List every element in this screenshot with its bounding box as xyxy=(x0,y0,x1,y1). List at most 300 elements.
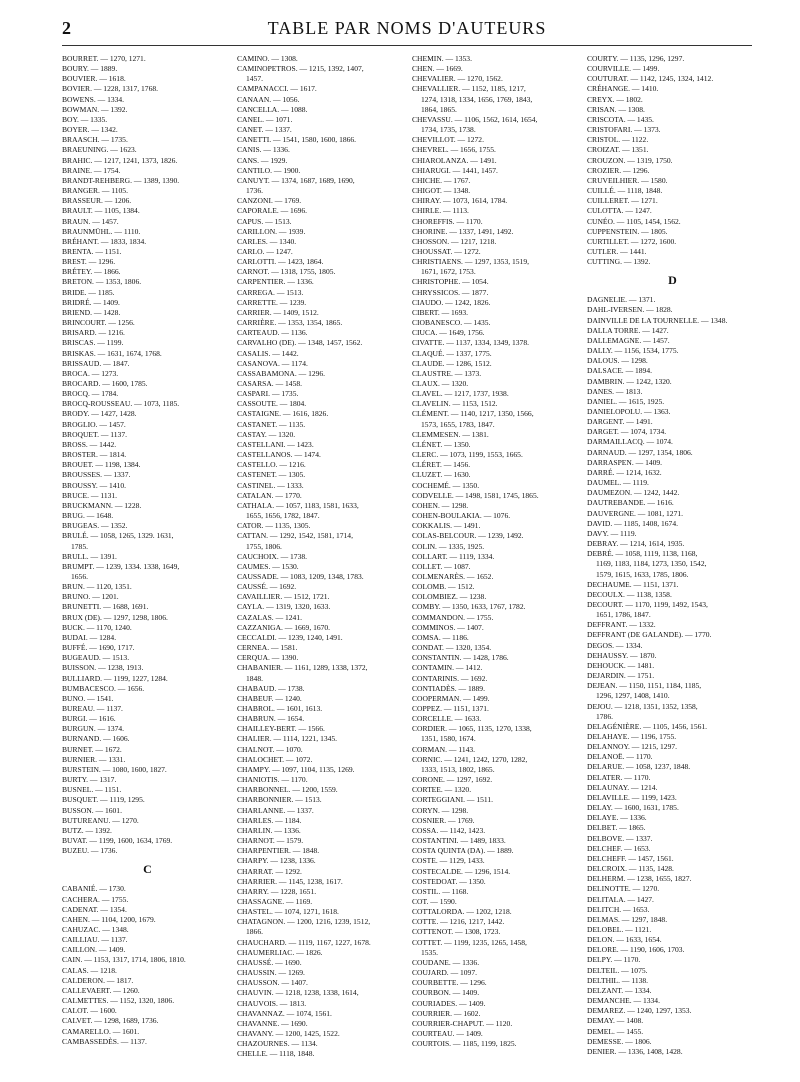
index-entry: BRUMPT. — 1239, 1334. 1338, 1649, xyxy=(62,561,180,571)
index-entry: BUSQUET. — 1119, 1295. xyxy=(62,795,145,805)
header-rule xyxy=(62,45,752,46)
index-entry: BUTUREANU. — 1270. xyxy=(62,815,139,825)
index-entry: CLAQUÉ. — 1337, 1775. xyxy=(412,348,492,358)
index-entry: CASTENET. — 1305. xyxy=(237,470,306,480)
index-entry: DEBRÉ. — 1058, 1119, 1138, 1168, xyxy=(587,549,698,559)
index-entry: CHABEUF. — 1240. xyxy=(237,693,302,703)
index-entry: DELCROIX. — 1135, 1428. xyxy=(587,864,674,874)
index-entry: CASTINEL. — 1333. xyxy=(237,480,304,490)
index-entry: COLOMBIEZ. — 1238. xyxy=(412,592,487,602)
index-entry: CONTAMIN. — 1412. xyxy=(412,663,483,673)
index-entry: CANZONI. — 1769. xyxy=(237,196,302,206)
index-entry: CROZIER. — 1296. xyxy=(587,165,650,175)
index-entry: CANET. — 1337. xyxy=(237,125,292,135)
index-entry: CAMPANACCI. — 1617. xyxy=(237,84,317,94)
index-entry: COURIADES. — 1409. xyxy=(412,998,486,1008)
index-entry: CORONE. — 1297, 1692. xyxy=(412,775,493,785)
index-entry: CARNOT. — 1318, 1755, 1805. xyxy=(237,267,336,277)
index-entry: CHEVALLIER. — 1152, 1185, 1217, xyxy=(412,84,526,94)
index-entry: COURBON. — 1409. xyxy=(412,988,480,998)
index-entry: DEMESSE. — 1806. xyxy=(587,1036,652,1046)
index-entry: BRANDT-REHBERG. — 1389, 1390. xyxy=(62,175,180,185)
index-entry: CHIRAY. — 1073, 1614, 1784. xyxy=(412,196,508,206)
index-entry: CHAUSSIN. — 1269. xyxy=(237,968,305,978)
index-entry: CERQUA. — 1390. xyxy=(237,653,299,663)
index-entry: CHASSAGNE. — 1169. xyxy=(237,896,313,906)
index-entry: DECHAUME. — 1151, 1371. xyxy=(587,579,679,589)
index-entry: CUILLÉ. — 1118, 1848. xyxy=(587,186,663,196)
index-entry: COMMANDON. — 1755. xyxy=(412,612,494,622)
index-entry: CORYN. — 1298. xyxy=(412,805,469,815)
index-entry: CORDIER. — 1065, 1135, 1270, 1338, xyxy=(412,724,532,734)
index-entry: COSTEDOAT. — 1350. xyxy=(412,876,486,886)
index-entry: CANAAN. — 1056. xyxy=(237,94,300,104)
index-entry: CHAUMERLIAC. — 1826. xyxy=(237,947,323,957)
index-entry: CHRISTOPHE. — 1054. xyxy=(412,277,489,287)
index-entry: BROUSSES. — 1337. xyxy=(62,470,131,480)
index-entry: DELHERM. — 1238, 1655, 1827. xyxy=(587,874,692,884)
index-entry: BROQUET. — 1137. xyxy=(62,429,127,439)
index-entry: CARPENTIER. — 1336. xyxy=(237,277,314,287)
index-entry: BRUNO. — 1201. xyxy=(62,592,119,602)
index-entry: CHABAUD. — 1738. xyxy=(237,683,305,693)
index-entry: DELCHEF. — 1653. xyxy=(587,843,651,853)
index-entry: BRAHIC. — 1217, 1241, 1373, 1826. xyxy=(62,155,178,165)
index-entry: CHOUSSAT. — 1272. xyxy=(412,246,481,256)
index-entry: BRISCAS. — 1199. xyxy=(62,338,124,348)
index-entry: BUDAI. — 1284. xyxy=(62,632,117,642)
index-entry: CANUYT. — 1374, 1687, 1689, 1690, xyxy=(237,175,355,185)
index-entry: CONTIADÈS. — 1889. xyxy=(412,683,485,693)
index-entry: CAMINOPETROS. — 1215, 1392, 1407, xyxy=(237,64,364,74)
index-entry: CAUSSADE. — 1083, 1209, 1348, 1783. xyxy=(237,571,364,581)
index-entry: BURNET. — 1672. xyxy=(62,744,122,754)
index-entry: DELAVILLE. — 1199, 1423. xyxy=(587,792,677,802)
index-entry: BRUX (DE). — 1297, 1298, 1806. xyxy=(62,612,168,622)
page-header xyxy=(62,16,752,46)
index-entry: CADENAT. — 1354. xyxy=(62,904,127,914)
index-entry: CHEVILLOT. — 1272. xyxy=(412,135,484,145)
page-title: TABLE PAR NOMS D'AUTEURS xyxy=(267,18,547,38)
index-entry: DECOULX. — 1138, 1358. xyxy=(587,589,672,599)
index-entry: CATALAN. — 1770. xyxy=(237,490,302,500)
index-entry: BRAUN. — 1457. xyxy=(62,216,119,226)
index-entry: CARILLON. — 1939. xyxy=(237,226,306,236)
index-entry: CHARBONNEL. — 1200, 1559. xyxy=(237,785,338,795)
index-entry: BRUG. — 1648. xyxy=(62,511,114,521)
index-entry: DELTHIL. — 1138. xyxy=(587,975,649,985)
index-entry: DARRÉ. — 1214, 1632. xyxy=(587,467,662,477)
index-entry-continuation: 1866. xyxy=(246,927,263,937)
index-entry: CHAILLEY-BERT. — 1566. xyxy=(237,724,325,734)
index-entry: CAMBASSEDÈS. — 1137. xyxy=(62,1036,147,1046)
index-columns xyxy=(62,54,762,1074)
index-entry: BRISSAUD. — 1847. xyxy=(62,358,130,368)
index-column xyxy=(587,54,762,1074)
index-entry: COUDANE. — 1336. xyxy=(412,957,480,967)
index-entry: CAUMES. — 1530. xyxy=(237,561,299,571)
index-entry: CASPARI. — 1735. xyxy=(237,389,299,399)
index-entry: CHARLES. — 1184. xyxy=(237,815,302,825)
index-entry: DELON. — 1633, 1654. xyxy=(587,935,662,945)
index-entry: BRASSEUR. — 1206. xyxy=(62,196,132,206)
index-entry: DARMAILLACQ. — 1074. xyxy=(587,437,673,447)
index-entry: DELMAS. — 1297, 1848. xyxy=(587,914,668,924)
index-entry: BOURY. — 1889. xyxy=(62,64,118,74)
index-column xyxy=(62,54,237,1074)
index-entry: DARNAUD. — 1297, 1354, 1806. xyxy=(587,447,693,457)
index-entry: CASSOUTE. — 1804. xyxy=(237,399,307,409)
index-entry: COHEN-BOULAKIA. — 1076. xyxy=(412,511,511,521)
index-entry: BRANGER. — 1105. xyxy=(62,186,128,196)
index-entry: CARLOTTI. — 1423, 1864. xyxy=(237,257,324,267)
index-entry: CHARLIN. — 1336. xyxy=(237,825,301,835)
index-entry-continuation: 1274, 1318, 1334, 1656, 1769, 1843, xyxy=(421,94,533,104)
index-entry: BROSTER. — 1814. xyxy=(62,450,127,460)
index-entry: COT. — 1590. xyxy=(412,896,457,906)
index-entry: BUREAU. — 1137. xyxy=(62,704,123,713)
index-entry: DEJARDIN. — 1751. xyxy=(587,671,655,681)
index-entry: COLLET. — 1087. xyxy=(412,561,471,571)
index-entry: BRISARD. — 1216. xyxy=(62,328,125,338)
index-entry: CLEMMESEN. — 1381. xyxy=(412,429,489,439)
index-entry: BROGLIO. — 1457. xyxy=(62,419,126,429)
index-entry: BOURRET. — 1270, 1271. xyxy=(62,54,146,63)
index-entry: CRISTOFARI. — 1373. xyxy=(587,125,661,135)
index-entry: CHAVANY. — 1200, 1425, 1522. xyxy=(237,1029,340,1038)
index-entry: CHARRIER. — 1145, 1238, 1617. xyxy=(237,876,343,886)
index-entry: BUSSON. — 1601. xyxy=(62,805,122,815)
index-entry: BURNAND. — 1606. xyxy=(62,734,130,744)
index-entry: CALAS. — 1218. xyxy=(62,965,117,975)
index-entry-continuation: 1535. xyxy=(421,947,438,957)
index-entry: CASTELLO. — 1216. xyxy=(237,460,306,470)
index-entry: BRUGEAS. — 1352. xyxy=(62,521,128,531)
section-letter: C xyxy=(143,862,152,877)
index-entry: COMSA. — 1186. xyxy=(412,632,469,642)
index-entry: CORMAN. — 1143. xyxy=(412,744,476,754)
index-entry: DEMANCHE. — 1334. xyxy=(587,996,660,1006)
index-entry: DEFFRANT. — 1332. xyxy=(587,620,656,630)
index-entry: COURTEAU. — 1409. xyxy=(412,1029,483,1038)
index-entry-continuation: 1333, 1513, 1802, 1865. xyxy=(421,764,495,774)
index-entry: CHOREFFIS. — 1170. xyxy=(412,216,483,226)
index-entry: CATHALA. — 1057, 1183, 1581, 1633, xyxy=(237,500,359,510)
index-entry: CASTELLANOS. — 1474. xyxy=(237,450,321,460)
index-entry: DAUTREBANDE. — 1616. xyxy=(587,498,674,508)
index-entry: BRUNETTI. — 1688, 1691. xyxy=(62,602,149,612)
index-entry: CHABROL. — 1601, 1613. xyxy=(237,704,323,713)
index-entry: DALSACE. — 1894. xyxy=(587,366,652,376)
index-entry: CHAUCHARD. — 1119, 1167, 1227, 1678. xyxy=(237,937,371,947)
index-entry: COUTURAT. — 1142, 1245, 1324, 1412. xyxy=(587,74,714,84)
index-entry-continuation: 1651, 1786, 1847. xyxy=(596,610,651,620)
index-entry-continuation: 1351, 1580, 1674. xyxy=(421,734,476,744)
index-entry-continuation: 1169, 1183, 1184, 1273, 1350, 1542, xyxy=(596,559,707,569)
index-entry: CALDERON. — 1817. xyxy=(62,975,134,985)
index-entry: BUZEU. — 1736. xyxy=(62,846,118,856)
index-entry: CANS. — 1929. xyxy=(237,155,288,165)
index-entry-continuation: 1734, 1735, 1738. xyxy=(421,125,476,135)
index-entry: BRAINE. — 1754. xyxy=(62,165,121,175)
index-entry: CAUCHOIX. — 1738. xyxy=(237,551,308,561)
index-entry: CHICHE. — 1767. xyxy=(412,175,471,185)
index-entry: DEJEAN. — 1150, 1151, 1184, 1185, xyxy=(587,681,702,691)
index-entry: DELATER. — 1170. xyxy=(587,772,651,782)
index-entry: DEBRAY. — 1214, 1614, 1935. xyxy=(587,539,685,549)
index-entry: BROCQ-ROUSSEAU. — 1073, 1185. xyxy=(62,399,180,409)
index-entry: CHARPENTIER. — 1848. xyxy=(237,846,320,856)
index-entry: COLIN. — 1335, 1925. xyxy=(412,541,485,551)
index-entry: CAMARELLO. — 1601. xyxy=(62,1026,140,1036)
index-entry: DELAYE. — 1336. xyxy=(587,813,647,823)
index-entry: CHABRUN. — 1654. xyxy=(237,714,305,724)
index-entry: CALVET. — 1298, 1689, 1736. xyxy=(62,1016,159,1026)
index-entry-continuation: 1755, 1806. xyxy=(246,541,282,551)
index-entry: BOWMAN. — 1392. xyxy=(62,104,128,114)
index-entry: DELCHEFF. — 1457, 1561. xyxy=(587,853,674,863)
index-entry: DELANOË. — 1170. xyxy=(587,752,653,762)
index-entry: CHELLE. — 1118, 1848. xyxy=(237,1049,315,1059)
index-entry: CASTELLANI. — 1423. xyxy=(237,439,314,449)
index-entry: COTTENOT. — 1308, 1723. xyxy=(412,927,501,937)
index-entry: DALLY. — 1156, 1534, 1775. xyxy=(587,346,679,356)
index-entry: COTTALORDA. — 1202, 1218. xyxy=(412,907,512,917)
index-entry: DEMAY. — 1408. xyxy=(587,1016,644,1026)
index-entry: CABANIÉ. — 1730. xyxy=(62,884,126,894)
index-entry: CORCELLE. — 1633. xyxy=(412,714,482,724)
index-entry: CHORINE. — 1337, 1491, 1492. xyxy=(412,226,514,236)
index-entry: CRUVEILHIER. — 1580. xyxy=(587,175,668,185)
index-entry: CONDAT. — 1320, 1354. xyxy=(412,643,492,653)
index-entry: DECOURT. — 1170, 1199, 1492, 1543, xyxy=(587,599,708,609)
index-entry: CRISAN. — 1308. xyxy=(587,104,645,114)
index-entry: CAPORALE. — 1696. xyxy=(237,206,308,216)
index-entry: BURTY. — 1317. xyxy=(62,775,117,785)
index-entry: CAZZANIGA. — 1669, 1670. xyxy=(237,622,331,632)
index-entry: COMBY. — 1350, 1633, 1767, 1782. xyxy=(412,602,526,612)
index-entry: BUMBACESCO. — 1656. xyxy=(62,683,145,693)
index-entry: COOPERMAN. — 1499. xyxy=(412,693,490,703)
index-entry: DELTEIL. — 1075. xyxy=(587,965,648,975)
index-entry: DAUVERGNE. — 1081, 1271. xyxy=(587,508,684,518)
index-entry: DARRASPEN. — 1409. xyxy=(587,457,663,467)
index-entry-continuation: 1848. xyxy=(246,673,263,683)
index-entry: CARREGA. — 1513. xyxy=(237,287,304,297)
index-entry: CHIARUGI. — 1441, 1457. xyxy=(412,165,498,175)
index-entry: CARRIER. — 1409, 1512. xyxy=(237,307,319,317)
index-entry: CROIZAT. — 1351. xyxy=(587,145,649,155)
index-entry: DELORE. — 1190, 1606, 1703. xyxy=(587,945,685,955)
index-entry: CLUZET. — 1630. xyxy=(412,470,471,480)
index-entry: COSTA QUINTA (DA). — 1889. xyxy=(412,846,514,856)
index-entry: CIAUDO. — 1242, 1826. xyxy=(412,297,491,307)
index-entry: CANEL. — 1071. xyxy=(237,114,293,124)
index-entry: CASTAIGNE. — 1616, 1826. xyxy=(237,409,329,419)
index-entry: COHEN. — 1298. xyxy=(412,500,469,510)
index-entry: CAZALAS. — 1241. xyxy=(237,612,302,622)
page-number: 2 xyxy=(62,18,71,38)
index-entry: COSTANTINI. — 1489, 1833. xyxy=(412,836,506,846)
index-entry: CORTEE. — 1320. xyxy=(412,785,472,795)
index-entry: DEMAREZ. — 1240, 1297, 1353. xyxy=(587,1006,692,1016)
index-entry: CASSABAMONA. — 1296. xyxy=(237,368,326,378)
index-entry: CREYX. — 1802. xyxy=(587,94,643,104)
index-entry: CHEVALIER. — 1270, 1562. xyxy=(412,74,503,84)
index-entry: CALMETTES. — 1152, 1320, 1806. xyxy=(62,996,175,1006)
index-entry: CAHEN. — 1104, 1200, 1679. xyxy=(62,914,156,924)
index-entry: BRAULT. — 1105, 1384. xyxy=(62,206,140,216)
index-entry: DALOUS. — 1298. xyxy=(587,356,648,366)
index-entry: CHAMPY. — 1097, 1104, 1135, 1269. xyxy=(237,764,355,774)
index-entry: CLÉNET. — 1350. xyxy=(412,439,471,449)
index-entry: BRAEUNING. — 1623. xyxy=(62,145,137,155)
index-entry: BROUET. — 1198, 1384. xyxy=(62,460,141,470)
index-entry: CLAUX. — 1320. xyxy=(412,379,469,388)
index-entry: COTTE. — 1216, 1217, 1442. xyxy=(412,917,505,927)
index-entry: CUTLER. — 1441. xyxy=(587,246,647,256)
index-entry: CANCELLA. — 1088. xyxy=(237,104,308,114)
index-entry: DARGENT. — 1491. xyxy=(587,417,653,427)
index-entry: BURGUN. — 1374. xyxy=(62,724,125,734)
index-entry: BOUVIER. — 1618. xyxy=(62,74,126,84)
index-entry: CAYLA. — 1319, 1320, 1633. xyxy=(237,602,331,612)
index-entry: DELBOVE. — 1337. xyxy=(587,833,653,843)
index-entry: BUFFÉ. — 1690, 1717. xyxy=(62,643,135,653)
index-entry: BROCQ. — 1784. xyxy=(62,389,119,399)
index-entry: CHARRY. — 1228, 1651. xyxy=(237,886,317,896)
index-entry: BURSTEIN. — 1080, 1600, 1827. xyxy=(62,764,167,774)
index-entry: BUNO. — 1541. xyxy=(62,693,114,703)
index-entry: COPPEZ. — 1151, 1371. xyxy=(412,704,489,713)
index-entry: DELAGÉNIÈRE. — 1105, 1456, 1561. xyxy=(587,721,708,731)
index-entry: CARRIÈRE. — 1353, 1354, 1865. xyxy=(237,318,343,328)
index-entry: CONSTANTIN. — 1428, 1786. xyxy=(412,653,509,663)
index-entry: COLAS-BELCOUR. — 1239, 1492. xyxy=(412,531,524,541)
index-entry: CONTARINIS. — 1692. xyxy=(412,673,488,683)
index-entry: CLAUSTRE. — 1373. xyxy=(412,368,482,378)
index-entry: CHARBONNIER. — 1513. xyxy=(237,795,322,805)
index-entry: CUPPENSTEIN. — 1805. xyxy=(587,226,668,236)
index-entry: CHAUSSÉ. — 1690. xyxy=(237,957,302,967)
index-entry-continuation: 1655, 1656, 1782, 1847. xyxy=(246,511,320,521)
index-entry: BRULL. — 1391. xyxy=(62,551,117,561)
index-entry: CASTANET. — 1135. xyxy=(237,419,306,429)
index-entry: COSTECALDE. — 1296, 1514. xyxy=(412,866,511,876)
index-entry: DAGNELIE. — 1371. xyxy=(587,295,656,305)
index-entry: COMMINOS. — 1407. xyxy=(412,622,484,632)
index-entry: DELAHAYE. — 1196, 1755. xyxy=(587,732,677,741)
index-entry-continuation: 1656. xyxy=(71,571,88,581)
index-entry: DEJOU. — 1218, 1351, 1352, 1358, xyxy=(587,701,698,711)
index-entry: BUISSON. — 1238, 1913. xyxy=(62,663,144,673)
index-entry: CLÉRET. — 1456. xyxy=(412,460,471,470)
index-entry: BUSNEL. — 1151. xyxy=(62,785,122,795)
index-entry: CACHERA. — 1755. xyxy=(62,894,129,904)
index-entry: COSTE. — 1129, 1433. xyxy=(412,856,485,866)
index-entry: COURVILLE. — 1499. xyxy=(587,64,660,74)
index-entry: COSNIER. — 1769. xyxy=(412,815,475,825)
index-entry: BUGEAUD. — 1513. xyxy=(62,653,130,663)
index-entry: CARRETTE. — 1239. xyxy=(237,297,307,307)
index-entry: BRODY. — 1427, 1428. xyxy=(62,409,137,419)
index-entry: CIUCA. — 1649, 1756. xyxy=(412,328,485,338)
index-entry: CURTILLET. — 1272, 1600. xyxy=(587,236,677,246)
index-entry: CLAVELIN. — 1153, 1512. xyxy=(412,399,498,409)
index-entry: CHALNOT. — 1070. xyxy=(237,744,303,754)
index-entry: COSSA. — 1142, 1423. xyxy=(412,825,486,835)
index-entry: COLLART. — 1119, 1334. xyxy=(412,551,495,561)
index-entry: CANTILO. — 1900. xyxy=(237,165,301,175)
index-entry: CHIGOT. — 1348. xyxy=(412,186,471,196)
index-entry-continuation: 1736. xyxy=(246,186,263,196)
index-entry: COLMENARÈS. — 1652. xyxy=(412,571,494,581)
index-entry: CHALOCHET. — 1072. xyxy=(237,754,313,764)
index-entry-continuation: 1786. xyxy=(596,711,613,721)
index-entry: DELZANT. — 1334. xyxy=(587,985,652,995)
index-entry: CLÉMENT. — 1140, 1217, 1350, 1566, xyxy=(412,409,534,419)
index-column xyxy=(412,54,587,1074)
index-entry: COURTY. — 1135, 1296, 1297. xyxy=(587,54,685,63)
index-entry: CHOSSON. — 1217, 1218. xyxy=(412,236,497,246)
index-entry-continuation: 1296, 1297, 1408, 1410. xyxy=(596,691,670,701)
index-entry: CAPUS. — 1513. xyxy=(237,216,292,226)
index-entry: BRETON. — 1353, 1806. xyxy=(62,277,142,287)
index-entry: CALOT. — 1600. xyxy=(62,1006,117,1016)
index-entry: BURNIER. — 1331. xyxy=(62,754,126,764)
index-entry: DALLEMAGNE. — 1457. xyxy=(587,335,670,345)
index-entry: CRISTOL. — 1122. xyxy=(587,135,649,145)
index-entry: CHAUVOIS. — 1813. xyxy=(237,998,307,1008)
index-entry: CAHUZAC. — 1348. xyxy=(62,924,129,934)
index-entry: CAUSSÉ. — 1692. xyxy=(237,582,297,592)
index-entry: DAMBRIN. — 1242, 1320. xyxy=(587,376,672,386)
index-entry: BREST. — 1296. xyxy=(62,257,116,267)
index-entry: DELBET. — 1865. xyxy=(587,823,646,833)
index-entry: BUTZ. — 1392. xyxy=(62,825,112,835)
index-entry: DAUMEL. — 1119. xyxy=(587,478,649,488)
index-entry: CULOTTA. — 1247. xyxy=(587,206,652,216)
index-entry: CASTAY. — 1320. xyxy=(237,429,296,439)
index-entry: CHEMIN. — 1353. xyxy=(412,54,472,63)
index-entry: CAVAILLIER. — 1512, 1721. xyxy=(237,592,330,602)
index-entry: CIOBANESCO. — 1435. xyxy=(412,318,491,328)
index-entry: BURGI. — 1616. xyxy=(62,714,116,724)
index-entry: DEGOS. — 1334. xyxy=(587,640,643,650)
index-entry: DELITCH. — 1653. xyxy=(587,904,650,914)
index-entry: CUNÉO. — 1105, 1454, 1562. xyxy=(587,216,681,226)
index-entry: BRÉHANT. — 1833, 1834. xyxy=(62,236,147,246)
index-entry: CHALIER. — 1114, 1221, 1345. xyxy=(237,734,338,744)
index-entry: DAVID. — 1185, 1408, 1674. xyxy=(587,518,678,528)
index-entry: CALLEVAERT. — 1260. xyxy=(62,985,140,995)
index-entry: CRISCOTA. — 1435. xyxy=(587,114,654,124)
index-entry: CHAUVIN. — 1218, 1238, 1338, 1614, xyxy=(237,988,359,998)
index-entry: DELAY. — 1600, 1631, 1785. xyxy=(587,803,679,813)
index-entry: DELARUE. — 1058, 1237, 1848. xyxy=(587,762,691,772)
index-entry: CANETTI. — 1541, 1580, 1600, 1866. xyxy=(237,135,357,145)
index-entry: CHANIOTIS. — 1170. xyxy=(237,775,308,785)
index-entry-continuation: 1579, 1615, 1633, 1785, 1806. xyxy=(596,569,689,579)
section-letter: D xyxy=(668,273,677,288)
index-entry: COURTOIS. — 1185, 1199, 1825. xyxy=(412,1039,517,1049)
index-entry: BUCK. — 1170, 1240. xyxy=(62,622,132,632)
index-entry: CASANOVA. — 1174. xyxy=(237,358,308,368)
index-column xyxy=(237,54,412,1074)
index-entry: DAHL-IVERSEN. — 1828. xyxy=(587,305,673,315)
index-entry: BRIDRÉ. — 1409. xyxy=(62,297,120,307)
index-entry: BRISKAS. — 1631, 1674, 1768. xyxy=(62,348,162,358)
